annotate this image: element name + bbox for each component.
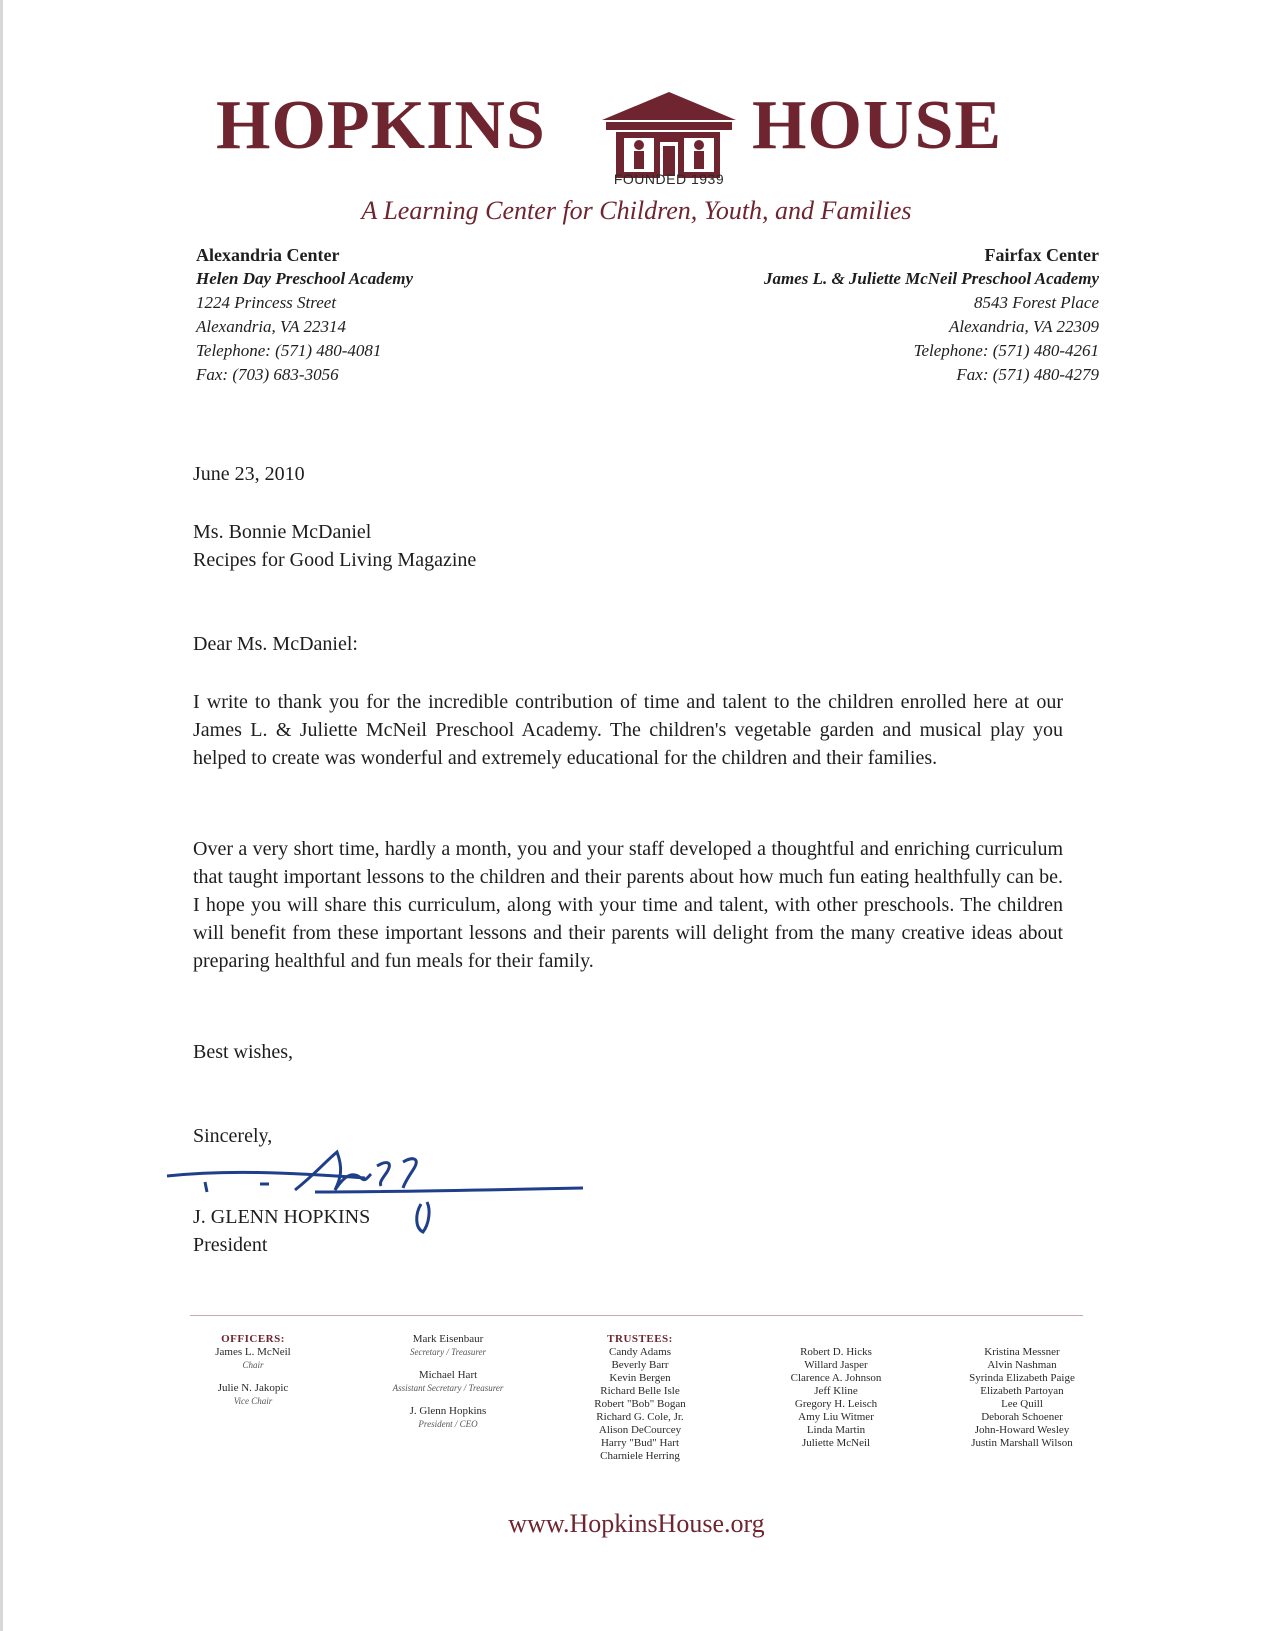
trustee-name: Alison DeCourcey [598, 1424, 682, 1436]
trustee-name: Robert "Bob" Bogan [594, 1398, 686, 1410]
trustee-name: Deborah Schoener [981, 1411, 1063, 1423]
trustees-column-3 [952, 1346, 1092, 1450]
academy-name: Helen Day Preschool Academy [196, 269, 414, 288]
officer-name: J. Glenn Hopkins [409, 1405, 487, 1417]
trustee-name: Clarence A. Johnson [790, 1372, 882, 1384]
trustee-name: Richard Belle Isle [600, 1385, 680, 1397]
officer-role: Assistant Secretary / Treasurer [392, 1383, 504, 1393]
trustee-name: Richard G. Cole, Jr. [596, 1411, 684, 1423]
alexandria-center [196, 243, 413, 387]
trustees-heading: TRUSTEES: [607, 1333, 673, 1345]
officers-column-2 [378, 1333, 518, 1431]
telephone: Telephone: (571) 480-4261 [913, 341, 1099, 360]
trustee-name: Syrinda Elizabeth Paige [969, 1372, 1075, 1384]
trustee-name: Kristina Messner [984, 1346, 1060, 1358]
center-name: Fairfax Center [984, 245, 1099, 265]
salutation: Dear Ms. McDaniel: [193, 633, 358, 655]
letter-date: June 23, 2010 [193, 463, 305, 485]
officer-role: Vice Chair [233, 1396, 273, 1406]
trustees-column-2 [766, 1346, 906, 1450]
trustee-name: Kevin Bergen [609, 1372, 671, 1384]
trustee-name: Charniele Herring [600, 1450, 680, 1462]
trustee-name: John-Howard Wesley [974, 1424, 1070, 1436]
closing-sincerely: Sincerely, [193, 1125, 273, 1147]
trustee-name: Robert D. Hicks [800, 1346, 872, 1358]
trustees-column-1 [580, 1333, 700, 1463]
trustee-name: Harry "Bud" Hart [600, 1437, 679, 1449]
officers-heading: OFFICERS: [221, 1333, 285, 1345]
officer-name: James L. McNeil [215, 1346, 291, 1358]
recipient-org: Recipes for Good Living Magazine [193, 549, 477, 571]
officer-role: President / CEO [418, 1419, 478, 1429]
fairfax-center [764, 243, 1099, 387]
officer-name: Michael Hart [418, 1369, 478, 1381]
telephone: Telephone: (571) 480-4081 [196, 341, 382, 360]
recipient-block [193, 518, 1063, 574]
trustee-name: Willard Jasper [804, 1359, 868, 1371]
officer-name: Mark Eisenbaur [412, 1333, 484, 1345]
trustee-name: Linda Martin [806, 1424, 866, 1436]
trustee-name: Alvin Nashman [987, 1359, 1057, 1371]
signer-name: J. GLENN HOPKINS [193, 1206, 371, 1228]
center-name: Alexandria Center [196, 245, 340, 265]
trustee-name: Beverly Barr [611, 1359, 669, 1371]
website-link[interactable]: www.HopkinsHouse.org [508, 1509, 765, 1538]
street-address: 1224 Princess Street [196, 293, 337, 312]
officers-column [208, 1333, 298, 1408]
street-address: 8543 Forest Place [974, 293, 1099, 312]
city-address: Alexandria, VA 22314 [196, 317, 346, 336]
footer-divider [190, 1315, 1083, 1316]
letterhead [0, 78, 1273, 193]
founded-year: FOUNDED 1939 [613, 171, 725, 187]
signer-title: President [193, 1234, 268, 1256]
trustee-name: Jeff Kline [814, 1385, 858, 1397]
trustee-name: Elizabeth Partoyan [980, 1385, 1064, 1397]
trustee-name: Lee Quill [1001, 1398, 1043, 1410]
body-paragraph-1: I write to thank you for the incredible contribution of time and talent to the children enrolled here at our James L. & Juliette McNeil Preschool Academy. The children's vegetable garden and musical play you helped to create was wonderful and extremely educational for the children and their families. [193, 691, 1063, 769]
trustee-name: Justin Marshall Wilson [971, 1437, 1073, 1449]
trustee-name: Candy Adams [608, 1346, 672, 1358]
city-address: Alexandria, VA 22309 [949, 317, 1099, 336]
brand-hopkins: HOPKINS [216, 87, 546, 164]
trustee-name: Amy Liu Witmer [798, 1411, 874, 1423]
scan-edge [0, 0, 3, 1631]
officer-role: Secretary / Treasurer [410, 1347, 486, 1357]
trustee-name: Gregory H. Leisch [794, 1398, 878, 1410]
fax: Fax: (571) 480-4279 [956, 365, 1099, 384]
recipient-name: Ms. Bonnie McDaniel [193, 521, 372, 543]
closing-best-wishes: Best wishes, [193, 1041, 293, 1063]
tagline: A Learning Center for Children, Youth, and Families [361, 196, 912, 225]
officer-name: Julie N. Jakopic [217, 1382, 289, 1394]
brand-house: HOUSE [752, 87, 1003, 164]
trustee-name: Juliette McNeil [801, 1437, 871, 1449]
body-paragraph-2: Over a very short time, hardly a month, you and your staff developed a thoughtful and enriching curriculum that taught important lessons to the children and their parents about how much fun eating healthfully can be. I hope you will share this curriculum, along with your time and talent, with other preschools. The children will benefit from these important lessons and their parents will delight from the many creative ideas about preparing healthful and fun meals for their family. [193, 838, 1063, 972]
officer-role: Chair [242, 1360, 264, 1370]
fax: Fax: (703) 683-3056 [196, 365, 339, 384]
academy-name: James L. & Juliette McNeil Preschool Academy [763, 269, 1099, 288]
